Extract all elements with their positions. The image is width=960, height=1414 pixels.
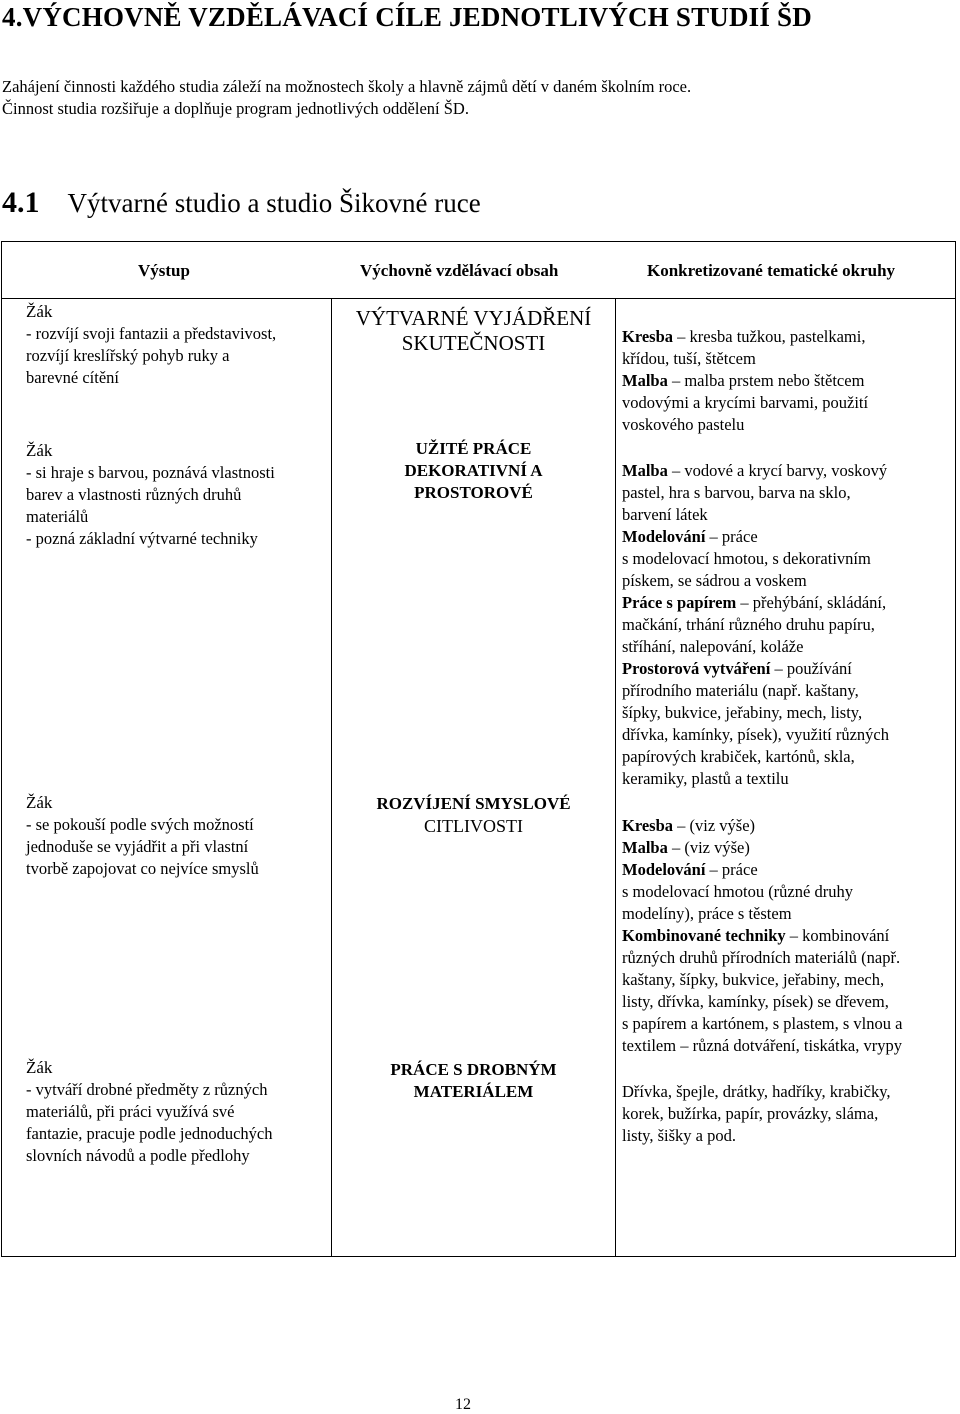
topic-line: mačkání, trhání různého druhu papíru,: [622, 615, 875, 634]
output-line: materiálů, při práci využívá své: [26, 1102, 235, 1121]
output-line: - vytváří drobné předměty z různých: [26, 1080, 268, 1099]
topic-line: Malba – (viz výše): [622, 838, 750, 857]
topic-line: Malba – vodové a krycí barvy, voskový: [622, 461, 888, 480]
topic-line: keramiky, plastů a textilu: [622, 769, 789, 788]
column-header-content: Výchovně vzdělávací obsah: [360, 261, 559, 280]
header-divider: [1, 298, 956, 299]
topic-line: listy, šišky a pod.: [622, 1126, 736, 1145]
topic-line: korek, bužírka, papír, provázky, sláma,: [622, 1104, 879, 1123]
output-line: - se pokouší podle svých možností: [26, 815, 254, 834]
output-cell: [26, 792, 326, 880]
topic-line: dřívka, kamínky, písek), využití různých: [622, 725, 889, 744]
section-title: Výtvarné studio a studio Šikovné ruce: [67, 188, 481, 218]
topic-line: papírových krabiček, kartónů, skla,: [622, 747, 855, 766]
column-header-topics: Konkretizované tematické okruhy: [647, 261, 896, 280]
output-cell: [26, 1057, 326, 1167]
topic-line: s modelovací hmotou, s dekorativním: [622, 549, 871, 568]
content-cell: [332, 793, 615, 837]
student-label: Žák: [26, 793, 53, 812]
page-number: 12: [455, 1396, 471, 1413]
topic-line: Kresba – kresba tužkou, pastelkami,: [622, 327, 866, 346]
topic-line: s modelovací hmotou (různé druhy: [622, 882, 853, 901]
content-title-line: MATERIÁLEM: [413, 1082, 534, 1101]
section-number: 4.1: [2, 186, 40, 219]
intro-line: Zahájení činnosti každého studia záleží na možnostech školy a hlavně zájmů dětí v daném školním roce.: [2, 77, 692, 96]
topics-cell: [622, 460, 954, 790]
content-title-line: PROSTOROVÉ: [414, 483, 533, 502]
topic-line: Práce s papírem – přehýbání, skládání,: [622, 593, 887, 612]
student-label: Žák: [26, 302, 53, 321]
intro-line: Činnost studia rozšiřuje a doplňuje program jednotlivých oddělení ŠD.: [2, 99, 469, 118]
content-title-line: DEKORATIVNÍ A: [404, 461, 543, 480]
output-line: - si hraje s barvou, poznává vlastnosti: [26, 463, 275, 482]
output-cell: [26, 440, 326, 550]
topic-line: listy, dřívka, kamínky, písek) se dřevem,: [622, 992, 889, 1011]
content-title-line: PRÁCE S DROBNÝM: [390, 1060, 557, 1079]
content-title-line: CITLIVOSTI: [424, 816, 523, 836]
topic-line: s papírem a kartónem, s plastem, s vlnou a: [622, 1014, 903, 1033]
topic-line: modelíny), práce s těstem: [622, 904, 792, 923]
page-heading: 4.VÝCHOVNĚ VZDĚLÁVACÍ CÍLE JEDNOTLIVÝCH STUDIÍ ŠD: [2, 2, 812, 32]
output-line: tvorbě zapojovat co nejvíce smyslů: [26, 859, 259, 878]
output-cell: [26, 301, 326, 389]
topic-line: přírodního materiálu (např. kaštany,: [622, 681, 859, 700]
output-line: barev a vlastnosti různých druhů: [26, 485, 242, 504]
output-line: slovních návodů a podle předlohy: [26, 1146, 250, 1165]
student-label: Žák: [26, 441, 53, 460]
topic-line: Modelování – práce: [622, 527, 758, 546]
column-divider: [615, 298, 616, 1257]
topic-line: křídou, tuší, štětcem: [622, 349, 756, 368]
content-cell: [332, 438, 615, 504]
content-title-line: UŽITÉ PRÁCE: [415, 439, 532, 458]
output-line: - pozná základní výtvarné techniky: [26, 529, 258, 548]
output-line: fantazie, pracuje podle jednoduchých: [26, 1124, 273, 1143]
column-header-output: Výstup: [138, 261, 190, 280]
content-cell: [332, 1059, 615, 1103]
topic-line: Malba – malba prstem nebo štětcem: [622, 371, 865, 390]
content-cell: [332, 306, 615, 356]
topic-line: Dřívka, špejle, drátky, hadříky, krabičky,: [622, 1082, 891, 1101]
section-heading: [2, 186, 481, 220]
output-line: jednoduše se vyjádřit a při vlastní: [26, 837, 249, 856]
topic-line: Prostorová vytváření – používání: [622, 659, 852, 678]
topic-line: vodovými a krycími barvami, použití: [622, 393, 869, 412]
topics-cell: [622, 1081, 954, 1147]
topic-line: různých druhů přírodních materiálů (např.: [622, 948, 901, 967]
output-line: materiálů: [26, 507, 89, 526]
output-line: - rozvíjí svoji fantazii a představivost,: [26, 324, 277, 343]
content-title-line: ROZVÍJENÍ SMYSLOVÉ: [376, 794, 571, 813]
output-line: rozvíjí kreslířský pohyb ruky a: [26, 346, 230, 365]
topic-line: šípky, bukvice, jeřabiny, mech, listy,: [622, 703, 863, 722]
topic-line: barvení látek: [622, 505, 708, 524]
topics-cell: [622, 326, 954, 436]
topic-line: textilem – různá dotváření, tiskátka, vrypy: [622, 1036, 902, 1055]
topic-line: pastel, hra s barvou, barva na sklo,: [622, 483, 851, 502]
topic-line: stříhání, nalepování, koláže: [622, 637, 804, 656]
topics-cell: [622, 815, 956, 1057]
topic-line: voskového pastelu: [622, 415, 745, 434]
output-line: barevné cítění: [26, 368, 119, 387]
topic-line: Kresba – (viz výše): [622, 816, 756, 835]
student-label: Žák: [26, 1058, 53, 1077]
topic-line: Kombinované techniky – kombinování: [622, 926, 890, 945]
curriculum-table: [1, 241, 956, 1257]
content-title-line: VÝTVARNÉ VYJÁDŘENÍ: [355, 306, 592, 330]
topic-line: pískem, se sádrou a voskem: [622, 571, 807, 590]
topic-line: Modelování – práce: [622, 860, 758, 879]
intro-paragraph: [2, 76, 691, 120]
content-title-line: SKUTEČNOSTI: [401, 331, 546, 355]
topic-line: kaštany, šípky, bukvice, jeřabiny, mech,: [622, 970, 885, 989]
